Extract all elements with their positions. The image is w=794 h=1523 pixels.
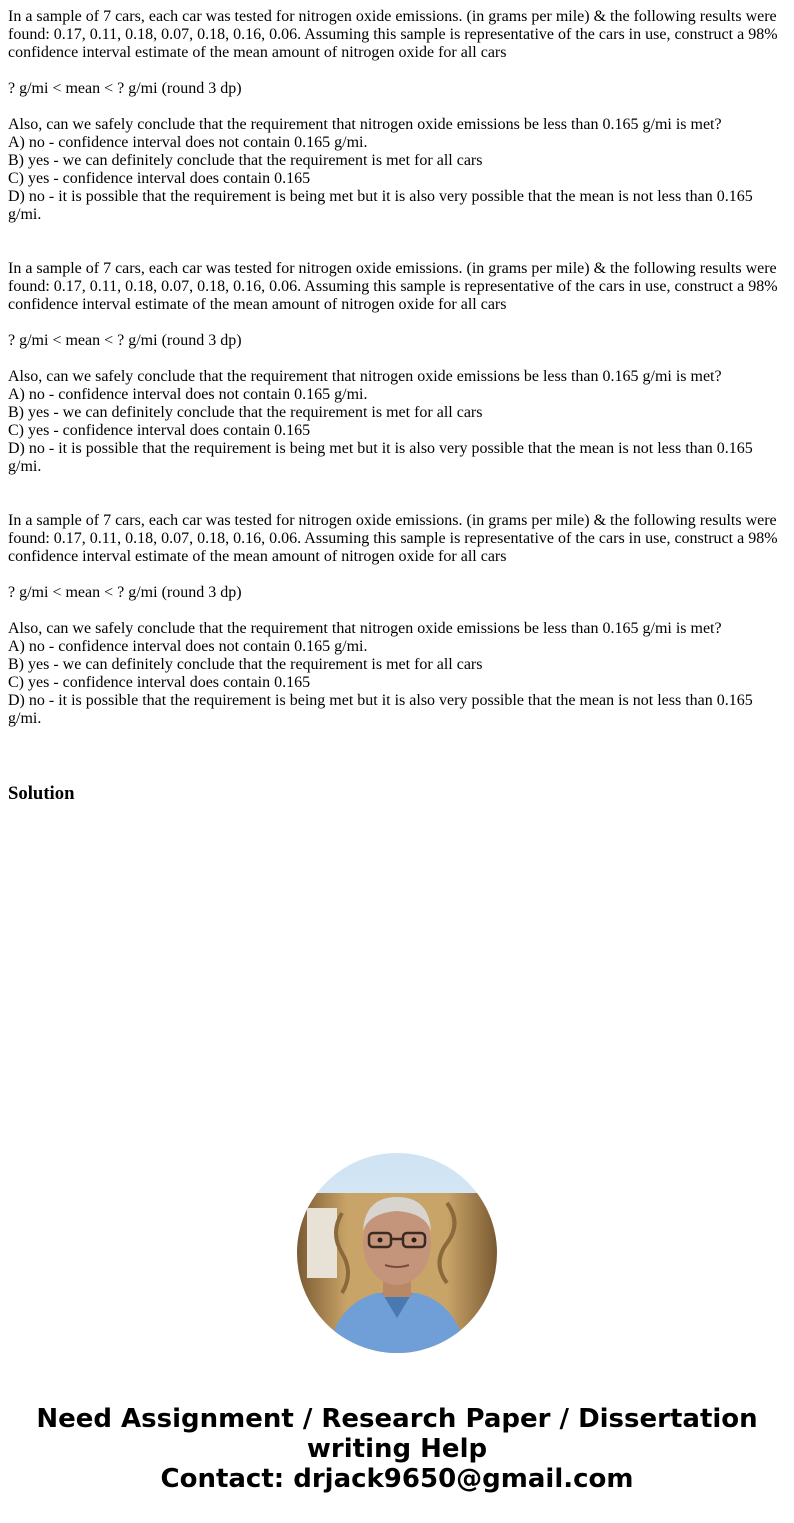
promo-banner [0, 1404, 794, 1494]
option-b: B) yes - we can definitely conclude that the requirement is met for all cars [8, 152, 483, 169]
option-b: B) yes - we can definitely conclude that the requirement is met for all cars [8, 404, 483, 421]
promo-line-1: Need Assignment / Research Paper / Dissertation [36, 1404, 758, 1434]
option-d: D) no - it is possible that the requirement is being met but it is also very possible that the mean is not less than 0.165 g/mi. [8, 440, 753, 475]
option-a: A) no - confidence interval does not contain 0.165 g/mi. [8, 134, 368, 151]
promo-line-2: writing Help [306, 1434, 488, 1464]
option-c: C) yes - confidence interval does contain 0.165 [8, 674, 311, 691]
question-interval: ? g/mi < mean < ? g/mi (round 3 dp) [8, 332, 242, 349]
author-photo-icon [297, 1153, 497, 1353]
question-intro: In a sample of 7 cars, each car was tested for nitrogen oxide emissions. (in grams per mile) & the following results were found: 0.17, 0.11, 0.18, 0.07, 0.18, 0.16, 0.06. Assuming this sample is representative of the cars in use, construct a 98% confidence interval estimate of the mean amount of nitrogen oxide for all cars [8, 512, 778, 565]
option-d: D) no - it is possible that the requirement is being met but it is also very possible that the mean is not less than 0.165 g/mi. [8, 188, 753, 223]
question-interval: ? g/mi < mean < ? g/mi (round 3 dp) [8, 80, 242, 97]
author-photo-illustration [297, 1153, 497, 1353]
option-a: A) no - confidence interval does not contain 0.165 g/mi. [8, 638, 368, 655]
question-followup: Also, can we safely conclude that the requirement that nitrogen oxide emissions be less than 0.165 g/mi is met? [8, 368, 722, 385]
question-followup: Also, can we safely conclude that the requirement that nitrogen oxide emissions be less than 0.165 g/mi is met? [8, 116, 722, 133]
option-d: D) no - it is possible that the requirement is being met but it is also very possible that the mean is not less than 0.165 g/mi. [8, 692, 753, 727]
question-intro: In a sample of 7 cars, each car was tested for nitrogen oxide emissions. (in grams per mile) & the following results were found: 0.17, 0.11, 0.18, 0.07, 0.18, 0.16, 0.06. Assuming this sample is representative of the cars in use, construct a 98% confidence interval estimate of the mean amount of nitrogen oxide for all cars [8, 260, 778, 313]
option-a: A) no - confidence interval does not contain 0.165 g/mi. [8, 386, 368, 403]
question-block-2 [8, 260, 786, 512]
question-interval: ? g/mi < mean < ? g/mi (round 3 dp) [8, 584, 242, 601]
question-block-3 [8, 512, 786, 728]
question-content [8, 8, 786, 728]
option-c: C) yes - confidence interval does contain 0.165 [8, 170, 311, 187]
option-c: C) yes - confidence interval does contain 0.165 [8, 422, 311, 439]
option-b: B) yes - we can definitely conclude that the requirement is met for all cars [8, 656, 483, 673]
question-block-1 [8, 8, 786, 260]
question-followup: Also, can we safely conclude that the requirement that nitrogen oxide emissions be less than 0.165 g/mi is met? [8, 620, 722, 637]
promo-contact: Contact: drjack9650@gmail.com [160, 1464, 634, 1494]
solution-heading: Solution [8, 783, 75, 804]
question-intro: In a sample of 7 cars, each car was tested for nitrogen oxide emissions. (in grams per mile) & the following results were found: 0.17, 0.11, 0.18, 0.07, 0.18, 0.16, 0.06. Assuming this sample is representative of the cars in use, construct a 98% confidence interval estimate of the mean amount of nitrogen oxide for all cars [8, 8, 778, 61]
